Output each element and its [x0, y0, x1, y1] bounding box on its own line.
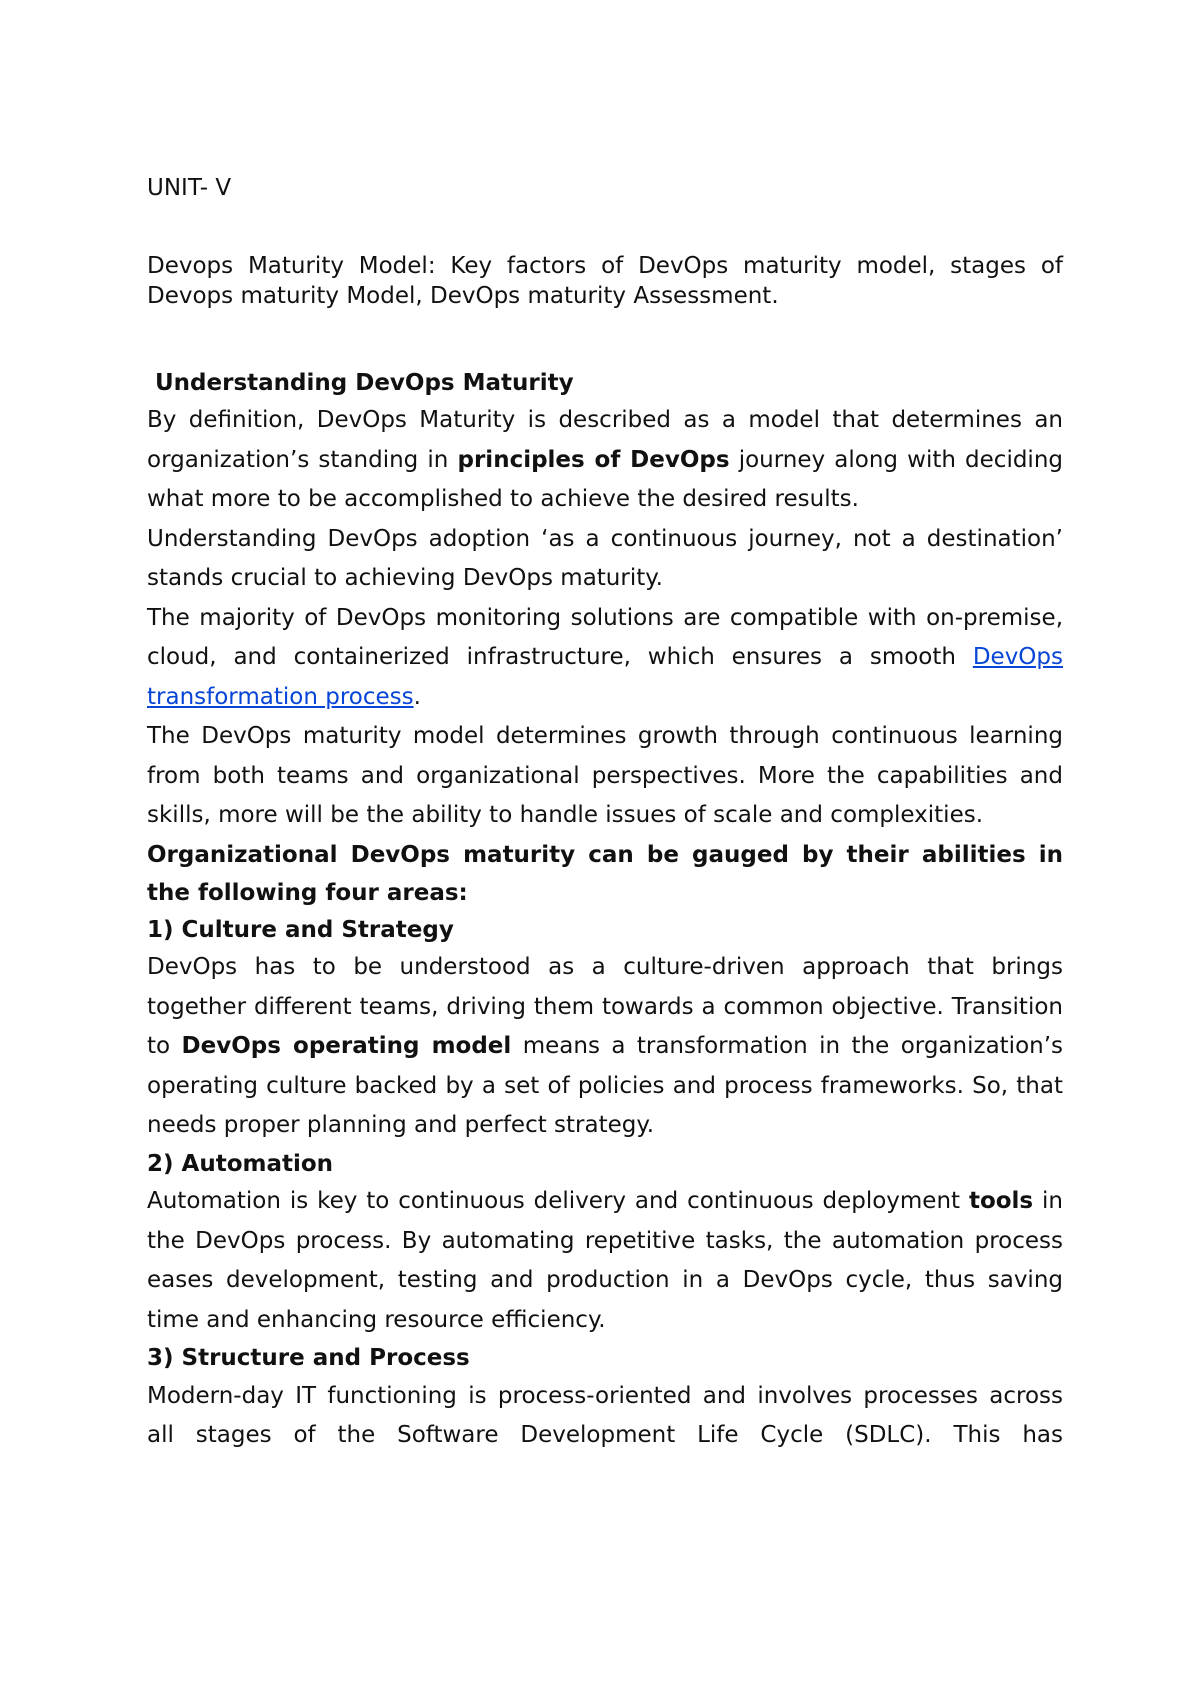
devops-transformation-link[interactable]: DevOps transformation process: [147, 644, 1063, 710]
bold-operating-model: DevOps operating model: [181, 1033, 512, 1059]
paragraph-definition: By definition, DevOps Maturity is described as a model that determines an organization’s standing in principles of DevOps journey along with deciding what more to be accomplished to achieve the desired results.: [147, 407, 1064, 512]
area-2-text: Automation is key to continuous delivery and continuous deployment tools in the DevOps process. By automating repetitive tasks, the automation process eases development, testing and production in a DevOps cycle, thus saving time and enhancing resource efficiency.: [147, 1188, 1063, 1333]
unit-label: UNIT- V: [147, 175, 232, 201]
bold-principles: principles of DevOps: [457, 446, 730, 473]
section-title: Understanding DevOps Maturity: [155, 370, 574, 396]
area-1-title: 1) Culture and Strategy: [147, 916, 454, 943]
area-1-text: DevOps has to be understood as a culture-driven approach that brings together different teams, driving them towards a common objective. Transition to DevOps operating model means a transformation in the organization’s operating culture backed by a set of policies and process frameworks. So, that needs proper planning and perfect strategy.: [147, 954, 1064, 1138]
area-3-text: Modern-day IT functioning is process-oriented and involves processes across all stages of the Software Development Life Cycle (SDLC). This has: [147, 1382, 1063, 1448]
area-3-title: 3) Structure and Process: [147, 1345, 470, 1371]
bold-tools: tools: [968, 1188, 1034, 1214]
areas-heading: Organizational DevOps maturity can be gauged by their abilities in the following four areas:: [147, 841, 1063, 906]
paragraph-growth: The DevOps maturity model determines growth through continuous learning from both teams and organizational perspectives. More the capabilities and skills, more will be the ability to handle issues of scale and complexities.: [147, 723, 1063, 828]
document-body: [147, 365, 1063, 1456]
area-2-title: 2) Automation: [147, 1150, 334, 1177]
paragraph-monitoring: The majority of DevOps monitoring solutions are compatible with on-premise, cloud, and containerized infrastructure, which ensures a smooth DevOps transformation process.: [147, 604, 1063, 710]
intro-paragraph: Devops Maturity Model: Key factors of DevOps maturity model, stages of Devops maturity Model, DevOps maturity Assessment.: [147, 253, 1063, 309]
paragraph-adoption: Understanding DevOps adoption ‘as a continuous journey, not a destination’ stands crucial to achieving DevOps maturity.: [147, 525, 1063, 591]
